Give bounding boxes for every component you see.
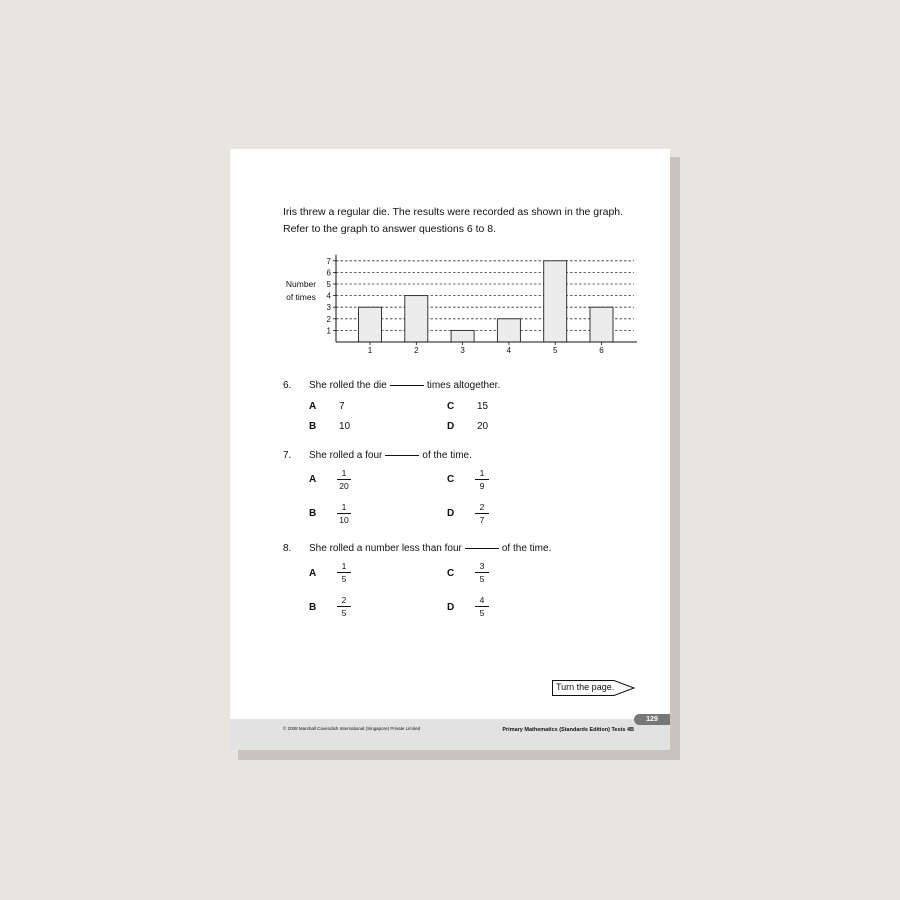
option-fraction bbox=[337, 502, 351, 525]
bar-1 bbox=[359, 307, 382, 342]
chart-plot bbox=[282, 253, 642, 353]
fraction-denominator: 5 bbox=[479, 574, 485, 584]
option-letter: C bbox=[447, 474, 455, 485]
fraction-denominator: 5 bbox=[341, 574, 347, 584]
question-text-after: times altogether. bbox=[426, 380, 501, 391]
fraction-bar bbox=[337, 513, 351, 514]
question-text-before: She rolled the die bbox=[309, 380, 387, 391]
question-text bbox=[309, 543, 551, 554]
fraction-numerator: 2 bbox=[479, 502, 485, 512]
intro-text bbox=[283, 204, 653, 238]
option-letter: A bbox=[309, 401, 317, 412]
bar-3 bbox=[451, 330, 474, 342]
fraction-bar bbox=[337, 572, 351, 573]
fraction-numerator: 3 bbox=[479, 561, 485, 571]
question-text-before: She rolled a number less than four bbox=[309, 543, 462, 554]
option-fraction bbox=[475, 561, 489, 584]
x-tick-label: 6 bbox=[599, 346, 604, 355]
question-number: 8. bbox=[283, 543, 292, 554]
fraction-bar bbox=[475, 513, 489, 514]
fraction-denominator: 9 bbox=[479, 481, 485, 491]
option-letter: A bbox=[309, 474, 317, 485]
option-value: 7 bbox=[339, 401, 345, 412]
x-tick-label: 4 bbox=[506, 346, 512, 355]
y-tick-label: 3 bbox=[326, 303, 331, 313]
option-letter: C bbox=[447, 568, 455, 579]
intro-line-1: Iris threw a regular die. The results were recorded as shown in the graph. bbox=[283, 206, 624, 218]
fraction-denominator: 10 bbox=[339, 515, 349, 525]
option-fraction bbox=[475, 502, 489, 525]
question-text-before: She rolled a four bbox=[309, 450, 383, 461]
answer-blank bbox=[385, 455, 419, 456]
y-tick-label: 6 bbox=[326, 268, 331, 278]
y-tick-label: 2 bbox=[326, 314, 331, 324]
x-tick-label: 5 bbox=[552, 346, 558, 355]
option-letter: D bbox=[447, 421, 455, 432]
fraction-denominator: 7 bbox=[479, 515, 485, 525]
y-axis-label-line-1: Number bbox=[285, 279, 317, 289]
option-fraction bbox=[337, 561, 351, 584]
option-fraction bbox=[337, 595, 351, 618]
answer-blank bbox=[465, 548, 499, 549]
page-number: 129 bbox=[634, 714, 670, 725]
question-text bbox=[309, 450, 472, 461]
fraction-bar bbox=[337, 479, 351, 480]
option-letter: D bbox=[447, 602, 455, 613]
copyright-text: © 2008 Marshall Cavendish International (Singapore) Private Limited bbox=[283, 726, 421, 731]
question-text bbox=[309, 380, 500, 391]
bar-4 bbox=[497, 319, 520, 342]
option-letter: D bbox=[447, 508, 455, 519]
x-tick-label: 1 bbox=[367, 346, 373, 355]
worksheet-page bbox=[230, 149, 670, 750]
option-value: 15 bbox=[477, 401, 489, 412]
fraction-bar bbox=[337, 606, 351, 607]
y-tick-label: 1 bbox=[326, 326, 331, 336]
fraction-numerator: 4 bbox=[479, 595, 485, 605]
y-tick-label: 5 bbox=[326, 280, 331, 289]
y-tick-label: 4 bbox=[326, 291, 331, 301]
option-fraction bbox=[475, 468, 489, 491]
y-axis-label-line-2: of times bbox=[286, 292, 316, 302]
book-title: Primary Mathematics (Standards Edition) Tests 4B bbox=[502, 727, 634, 733]
turn-the-page-arrow[interactable] bbox=[552, 680, 636, 696]
option-letter: B bbox=[309, 602, 317, 613]
bar-5 bbox=[544, 261, 567, 342]
fraction-bar bbox=[475, 572, 489, 573]
page-footer bbox=[230, 716, 670, 750]
option-letter: A bbox=[309, 568, 317, 579]
question-number: 6. bbox=[283, 380, 292, 391]
question-number: 7. bbox=[283, 450, 292, 461]
fraction-numerator: 1 bbox=[341, 468, 347, 478]
fraction-numerator: 1 bbox=[341, 502, 347, 512]
fraction-numerator: 1 bbox=[479, 468, 485, 478]
option-value: 10 bbox=[339, 421, 351, 432]
fraction-denominator: 5 bbox=[479, 608, 485, 618]
fraction-numerator: 2 bbox=[341, 595, 347, 605]
answer-blank bbox=[390, 385, 424, 386]
fraction-denominator: 5 bbox=[341, 608, 347, 618]
option-value: 20 bbox=[477, 421, 489, 432]
fraction-bar bbox=[475, 479, 489, 480]
bar-2 bbox=[405, 296, 428, 342]
option-letter: B bbox=[309, 508, 317, 519]
option-letter: C bbox=[447, 401, 455, 412]
bar-6 bbox=[590, 307, 613, 342]
fraction-numerator: 1 bbox=[341, 561, 347, 571]
option-fraction bbox=[337, 468, 351, 491]
question-text-after: of the time. bbox=[422, 450, 472, 461]
fraction-denominator: 20 bbox=[339, 481, 349, 491]
question-text-after: of the time. bbox=[501, 543, 552, 554]
bar-chart bbox=[282, 253, 642, 353]
option-letter: B bbox=[309, 421, 317, 432]
turn-the-page-label: Turn the page. bbox=[556, 682, 615, 692]
y-tick-label: 7 bbox=[326, 256, 331, 266]
option-fraction bbox=[475, 595, 489, 618]
x-tick-label: 3 bbox=[460, 346, 465, 355]
fraction-bar bbox=[475, 606, 489, 607]
intro-line-2: Refer to the graph to answer questions 6 to 8. bbox=[283, 223, 497, 235]
x-tick-label: 2 bbox=[414, 346, 419, 355]
